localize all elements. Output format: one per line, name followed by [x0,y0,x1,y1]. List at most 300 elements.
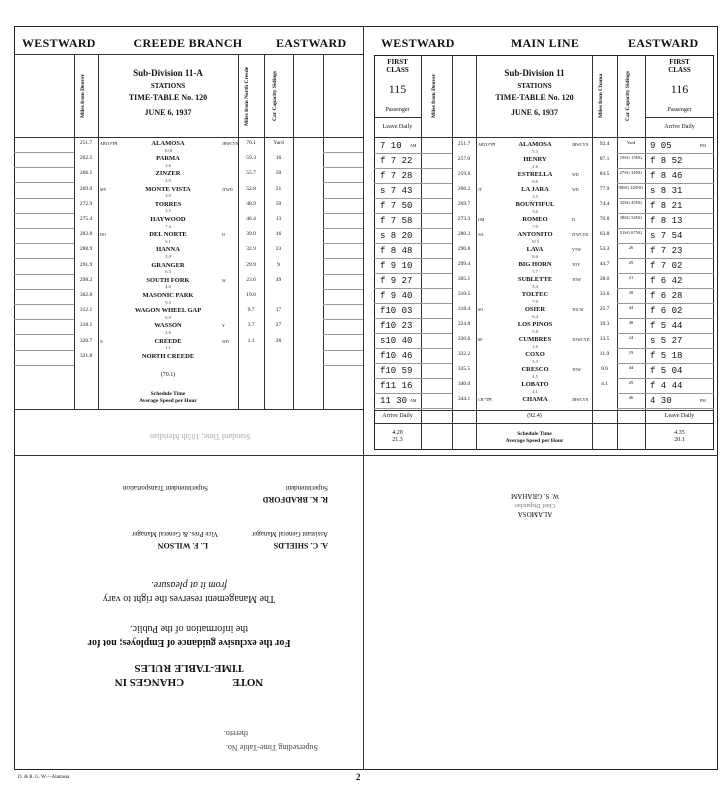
main-e-sched: 4.35 [674,430,685,436]
main-row-line [617,393,714,394]
main-row-line [374,408,452,409]
main-row-miles-denver: 259.6 [457,171,471,177]
creede-row-miles-denver: 282.8 [79,231,93,238]
creede-col-capacity: Car Capacity Sidings [272,70,278,122]
main-row-line [374,318,452,319]
main-row-distance: 5.4 [532,283,538,289]
main-row-capacity: 24 [628,335,634,340]
creede-row-capacity: 27 [275,322,282,329]
creede-row-line [323,319,363,320]
creede-row-miles-creede: 70.1 [246,140,256,146]
main-row-code2: JTWCYD [572,232,589,237]
main-row-station: BOUNTIFUL [515,201,555,208]
main-row-capacity: 21 [628,275,634,280]
main-row-distance: 2.6 [532,163,538,169]
ll-sig1c: Vice Pres. & General Manager [131,530,218,538]
creede-row-line [14,167,74,168]
main-row-line [374,258,452,259]
creede-row-station: GRANGER [151,261,185,269]
main-row-miles-chama: 4.1 [601,381,608,387]
main-row-time-west: s 8 20 [380,231,413,241]
creede-row-miles-creede: 52.8 [246,185,256,192]
main-row-line [374,378,452,379]
creede-row-capacity: 21 [275,185,282,192]
creede-row-station: ZINZER [155,170,181,178]
main-row-code2: TOCW [572,307,584,312]
creede-row-miles-denver: 321.8 [79,352,93,359]
creede-total: (70.1) [160,372,176,378]
ll-superseding: Superseding Time-Table No. [225,743,318,752]
main-row-miles-chama: 87.1 [599,156,610,162]
main-row-line [617,258,714,259]
main-row-distance: 5.3 [532,148,538,154]
main-row-time-east: f 4 44 [650,381,683,391]
creede-row-line [323,258,363,259]
main-row-time-east: f 7 02 [650,261,683,271]
main-row-miles-chama: 38.0 [599,276,610,282]
main-row-distance: 7.0 [532,223,538,229]
ll-sig1d: Assistant General Manager [251,530,328,538]
creede-row-code2: D [222,232,225,238]
main-row-code2: JBWCYN [572,397,589,402]
main-row-time-west: f 9 27 [380,276,413,286]
footer-page-number: 2 [356,772,361,782]
main-row-station: BIG HORN [518,261,552,268]
main-row-code: SF [478,337,483,342]
creede-row-miles-denver: 302.8 [79,292,93,298]
main-row-line [617,303,714,304]
main-row-station: LOBATO [521,381,549,388]
creede-row-line [323,289,363,290]
main-row-code: SO [478,307,484,312]
main-row-distance: 4.5 [532,373,538,379]
main-row-capacity: 98SG 128NG [618,185,644,190]
main-row-station: ANTONITO [517,231,553,238]
creede-row-code2: JTWD [222,186,233,192]
main-row-time-west: f 7 28 [380,171,413,181]
main-row-code: CH *D¶ [478,397,492,402]
main-row-miles-chama: 33.6 [599,291,610,297]
creede-row-station: MASONIC PARK [142,292,194,299]
creede-row-station: NORTH CREEDE [141,352,195,360]
creede-row-station: HANNA [156,246,180,254]
main-train-115: 115 [388,82,407,96]
main-leave-daily: Leave Daily [382,124,413,130]
main-row-distance: 5.7 [532,268,538,274]
ll-mgmt1: The Management reserves the right to vary [102,593,276,604]
ll-excl2: the information of the Public. [129,623,249,634]
main-row-time-east: 4 30 [650,396,672,406]
main-row-time-east: s 7 54 [650,231,683,241]
main-row-time-west: f 9 40 [380,291,413,301]
ll-sig1a: L. F. WILSON [157,541,208,550]
main-row-time-east: f 8 13 [650,216,683,226]
creede-row-miles-creede: 23.6 [246,276,256,283]
creede-row-miles-denver: 298.2 [79,276,93,283]
creede-row-line [14,274,74,275]
main-row-time-east: f 7 23 [650,246,683,256]
main-row-miles-denver: 280.3 [457,231,471,237]
main-row-code: OM [478,217,485,222]
main-row-line [617,213,714,214]
main-row-line [374,348,452,349]
main-row-code2: WD [572,172,579,177]
main-subdiv-heading [478,68,591,117]
main-row-time-west: f10 46 [380,351,413,361]
creede-row-miles-creede: 55.7 [246,170,256,177]
main-row-line [374,153,452,154]
creede-row-line [323,167,363,168]
main-row-station: ROMEO [522,216,548,223]
lr-name: W. S. GRAHAM [511,492,559,500]
creede-row-station: TORRES [154,200,182,208]
main-sched2: Average Speed per Hour [505,438,564,444]
main-row-capacity: 51SG 67NG [619,230,643,235]
main-row-line [617,198,714,199]
main-timetable: TIME-TABLE No. 120 [495,93,574,102]
main-row-miles-denver: 310.5 [457,291,471,297]
creede-timetable: TIME-TABLE No. 120 [128,93,208,102]
main-row-code2: TOWCYD [572,337,590,342]
ll-excl1: For the exclusive guidance of Employes; not for [87,637,291,648]
main-row-capacity: 28 [628,290,634,295]
main-row-code: ABTO*E¶ [478,142,496,147]
main-row-time-west: 11 30 [380,396,408,406]
creede-row-line [14,213,74,214]
main-row-time-east: f 8 46 [650,171,683,181]
main-row-line [617,273,714,274]
creede-row-capacity: 49 [275,276,282,283]
main-westward: WESTWARD [381,36,455,50]
main-col-miles-denver: Miles from Denver [431,73,437,119]
main-row-distance: 6.4 [532,313,538,319]
creede-row-capacity: 16 [275,155,282,162]
main-row-code2: TOW [572,367,582,372]
main-train-116: 116 [670,82,689,96]
main-row-distance: 7.9 [532,298,538,304]
creede-bottom-faded: Standard Time, 105th Meridian [150,432,251,441]
creede-row-station: PARMA [156,155,180,163]
creede-row-miles-creede: 3.7 [247,322,255,329]
ll-thereto: thereto. [223,729,248,738]
creede-row-capacity: 9 [277,261,280,268]
main-date: JUNE 6, 1937 [511,108,558,117]
creede-row-distance: 2.5 [165,208,171,214]
main-row-capacity: 44 [628,305,634,310]
main-e-speed: 20.1 [674,437,685,443]
main-row-distance: 1.6 [532,343,538,349]
creede-row-code: N [100,338,103,344]
creede-row-line [323,304,363,305]
creede-row-line [14,182,74,183]
creede-row-miles-denver: 312.1 [79,307,93,314]
main-row-time-west: 7 10 [380,141,402,151]
main-row-miles-denver: 266.2 [457,186,471,192]
main-row-miles-denver: 269.7 [457,201,471,207]
creede-row-line [14,198,74,199]
footer-printer: D. & R. G. W.—Alamosa [18,775,70,780]
main-col-miles-chama: Miles from Chama [598,73,604,119]
creede-row-miles-denver: 251.7 [79,140,93,146]
ll-sig2d: Superintendent [285,484,328,492]
creede-row-station: WASSON [154,322,182,330]
creede-row-distance: 3.0 [165,253,171,259]
main-sched1: Schedule Time [517,431,552,437]
main-row-time-east: f 8 21 [650,201,683,211]
main-row-time-west: f 8 48 [380,246,413,256]
main-row-capacity: 27SG 34NG [619,170,643,175]
creede-row-line [323,243,363,244]
creede-row-line [14,289,74,290]
main-row-code2: JBWCYN [572,142,589,147]
main-first-class-w: FIRST CLASS [386,58,409,74]
creede-row-capacity: 13 [275,216,282,222]
creede-row-line [323,350,363,351]
creede-col-miles-creede: Miles from North Creede [244,66,250,126]
main-row-miles-chama: 70.8 [599,216,610,222]
creede-subdiv: Sub-Division 11-A [133,68,203,78]
main-row-time-west: f11 16 [380,381,413,391]
main-row-line [374,303,452,304]
creede-row-line [14,350,74,351]
main-row-code2: D [572,217,575,222]
creede-row-line [323,334,363,335]
main-row-time-west: f10 03 [380,306,413,316]
main-row-line [374,243,452,244]
creede-row-distance: 10.8 [164,147,172,153]
creede-row-line [323,182,363,183]
main-row-capacity: Yard [626,140,636,145]
main-row-station: COXO [525,351,545,358]
main-row-miles-chama: 63.8 [599,231,610,237]
main-row-capacity: 44 [628,365,634,370]
main-row-line [617,153,714,154]
creede-row-line [323,152,363,153]
ll-mgmt2: from it at pleasure. [151,579,227,590]
creede-row-miles-denver: 288.9 [79,246,93,253]
lower-right-signature [480,492,590,518]
main-row-capacity: 26 [628,245,634,250]
creede-row-station: MONTE VISTA [145,185,191,193]
creede-row-line [14,334,74,335]
creede-row-distance: 4.6 [165,284,171,290]
main-row-time-west: s10 40 [380,336,413,346]
main-row-station: OSIER [524,306,546,313]
creede-row-miles-denver: 318.1 [79,322,93,329]
main-row-distance: 4.1 [532,388,538,394]
creede-col-miles-denver: Miles from Denver [80,73,86,119]
main-subdiv: Sub-Division 11 [504,68,565,78]
main-row-capacity: 19 [628,350,634,355]
main-row-ampm-east: PM [700,398,706,403]
creede-sched1: Schedule Time [150,391,186,397]
creede-row-station: HAYWOOD [150,216,186,223]
main-row-miles-chama: 44.7 [599,261,610,267]
main-west-train-header [374,58,421,113]
creede-row-miles-denver: 272.9 [79,200,93,207]
creede-row-code2: W [222,277,226,283]
main-row-miles-chama: 74.4 [599,201,610,207]
main-row-miles-chama: 84.5 [599,171,610,177]
lr-title: Chief Dispatcher [514,502,556,508]
main-row-time-west: f 9 10 [380,261,413,271]
main-row-line [374,228,452,229]
main-row-line [617,318,714,319]
main-row-time-east: f 6 42 [650,276,683,286]
creede-row-station: WAGON WHEEL GAP [134,307,202,315]
main-row-time-east: 9 05 [650,141,672,151]
main-row-time-west: f 7 22 [380,156,413,166]
main-row-time-east: f 5 44 [650,321,683,331]
main-row-capacity: 48 [628,320,634,325]
creede-row-line [323,228,363,229]
creede-row-miles-creede: 46.4 [246,216,256,222]
main-arrive-daily: Arrive Daily [664,124,695,130]
main-row-line [617,408,714,409]
main-row-station: SUBLETTE [517,276,553,283]
creede-row-line [14,319,74,320]
ll-sig2a: R. K. BRADFORD [262,495,328,504]
creede-row-miles-denver: 262.5 [79,155,93,162]
upper-lower-divider [14,455,718,456]
main-row-time-west: f 7 50 [380,201,413,211]
creede-row-line [323,198,363,199]
creede-row-miles-denver: 320.7 [79,337,93,344]
creede-row-miles-denver: 275.4 [79,216,93,222]
main-row-capacity: 29 [628,380,634,385]
main-row-line [617,363,714,364]
main-row-station: ALAMOSA [518,141,552,148]
creede-row-distance: 9.3 [165,299,171,305]
main-stations: STATIONS [517,82,552,90]
creede-subdiv-heading [100,68,236,117]
main-row-capacity: 32SG 45NG [619,200,643,205]
ll-note1: NOTE [232,676,264,688]
main-row-miles-chama: 53.3 [599,246,610,252]
creede-row-distance: 7.4 [165,223,171,229]
creede-row-miles-denver: 266.1 [79,170,93,177]
creede-row-code: DO [100,232,106,238]
main-row-line [617,168,714,169]
creede-row-miles-denver: 291.9 [79,261,93,268]
main-row-station: ESTRELLA [517,171,553,178]
main-row-miles-chama: 25.7 [599,306,610,312]
creede-row-miles-creede: 9.7 [247,307,255,314]
creede-row-miles-creede: 32.9 [246,246,256,253]
creede-row-line [14,152,74,153]
main-row-miles-chama: 92.4 [599,141,610,147]
ll-note2: CHANGES IN [114,676,185,688]
main-row-miles-denver: 330.6 [457,336,471,342]
lower-left-notices [20,462,358,762]
creede-row-distance: 1.1 [165,345,171,351]
main-row-time-east: s 8 31 [650,186,683,196]
main-leave-daily-bottom: Leave Daily [664,413,695,419]
main-w-sched: 4.20 [392,430,403,436]
main-row-code2: WD [572,187,579,192]
main-row-time-west: s 7 43 [380,186,413,196]
creede-row-distance: 6.3 [165,269,171,275]
creede-row-line [14,243,74,244]
creede-row-distance: 6.0 [165,314,171,320]
main-row-miles-chama: 77.9 [599,186,610,192]
creede-row-distance: 3.9 [165,193,171,199]
main-row-time-east: f 5 04 [650,366,683,376]
lr-city: ALAMOSA [517,510,553,518]
main-row-line [374,183,452,184]
creede-row-line [14,228,74,229]
creede-row-miles-creede: 48.9 [246,200,256,207]
main-row-miles-denver: 290.8 [457,246,471,252]
creede-row-capacity: 50 [275,170,282,177]
main-row-line [374,363,452,364]
main-row-code: NA [478,232,484,237]
main-row-line [374,213,452,214]
creede-row-code2: WD [222,338,229,344]
main-row-miles-denver: 324.8 [457,321,471,327]
creede-sched2: Average Speed per Hour [139,398,197,404]
creede-row-capacity: 26 [275,337,282,344]
main-row-time-east: f 6 02 [650,306,683,316]
main-row-line [617,228,714,229]
main-row-time-west: f 7 58 [380,216,413,226]
creede-row-distance: 2.6 [165,329,171,335]
creede-date: JUNE 6, 1937 [144,108,192,117]
main-row-time-west: f10 23 [380,321,413,331]
creede-row-code: ABTO*E¶ [100,141,118,146]
main-title: MAIN LINE [510,36,580,50]
main-row-ampm-east: PM [700,143,706,148]
creede-row-station: CREEDE [154,337,182,345]
main-row-station: TOLTEC [521,291,549,298]
main-row-miles-denver: 332.2 [457,351,471,357]
main-row-miles-denver: 273.3 [457,216,471,222]
main-row-miles-denver: 344.1 [457,396,471,402]
main-row-distance: 3.6 [532,208,538,214]
main-row-distance: 10.5 [531,238,539,244]
ll-sig1b: A. C. SHIELDS [273,541,328,550]
creede-row-capacity: 16 [275,231,282,238]
main-row-capacity: 38SG 54NG [619,215,643,220]
creede-row-line [14,365,74,366]
creede-row-line [14,304,74,305]
creede-row-capacity: 50 [275,200,282,207]
main-row-miles-denver: 335.5 [457,366,471,372]
main-w-speed: 21.3 [392,437,403,443]
main-row-station: LOS PINOS [517,321,553,328]
main-row-line [374,273,452,274]
main-row-line [374,393,452,394]
main-eastward: EASTWARD [628,36,699,50]
creede-row-code2: Y [222,323,225,329]
creede-row-miles-denver: 269.0 [79,185,93,192]
main-row-capacity: 46 [628,395,634,400]
main-east-train-header [645,58,714,113]
creede-row-capacity: Yard [273,140,284,146]
main-row-miles-denver: 257.0 [457,156,471,162]
main-row-line [374,198,452,199]
main-row-line [617,378,714,379]
main-row-station: CHAMA [522,396,548,403]
main-row-distance: 3.5 [532,193,538,199]
ll-sig2c: Superintendent Transportation [123,484,208,492]
creede-title: CREEDE BRANCH [133,36,243,50]
main-row-time-west: f10 59 [380,366,413,376]
ll-note3: TIME-TABLE RULES [134,662,244,674]
main-row-station: CUMBRES [518,336,552,343]
main-row-miles-denver: 340.0 [457,381,471,387]
creede-row-capacity: 17 [275,307,282,314]
